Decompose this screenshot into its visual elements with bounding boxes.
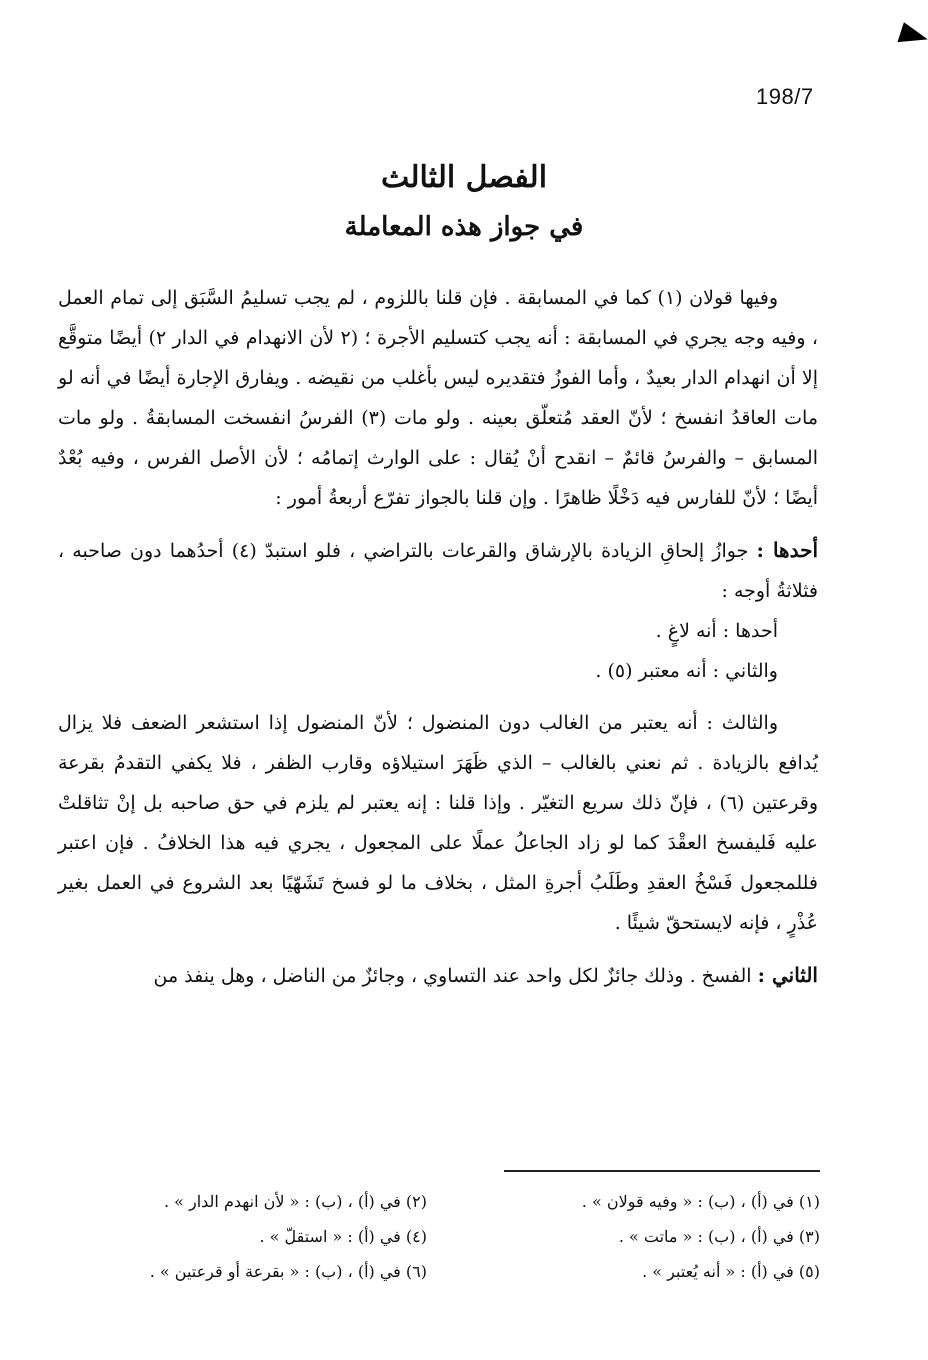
paragraph-text: الفسخ . وذلك جائزٌ لكل واحد عند التساوي ، وجائزٌ من الناضل ، وهل ينفذ من <box>153 965 752 987</box>
paragraph-second-matter <box>58 955 818 996</box>
paragraph-lead: الثاني : <box>757 963 818 987</box>
paragraph-text: والثاني : أنه معتبر (٥) . <box>595 660 778 682</box>
paragraph-first-matter <box>58 530 818 611</box>
paragraph-option-two <box>58 651 818 691</box>
paragraph-option-one <box>58 611 818 651</box>
page-corner-mark <box>897 22 928 51</box>
paragraph-text: والثالث : أنه يعتبر من الغالب دون المنضول ؛ لأنّ المنضول إذا استشعر الضعف فلا يزال يُدافع بالزيادة . ثم نعني بالغالب – الذي ظَهَرَ استيلاؤه وقارب الظفر ، فلا يكفي التقدمُ بقرعة وقرعتين (٦) ، فإنّ ذلك سريع التغيّر . وإذا قلنا : إنه يعتبر لم يلزم في حق صاحبه بل إنْ تثاقلتْ عليه فَليفسخ العقْدَ كما لو زاد الجاعلُ عملًا على المجعول ، يجري فيه هذا الخلافُ . فإن اعتبر فللمجعول فَسْخُ العقدِ وطَلَبُ أجرةِ المثل ، بخلاف ما لو فسخ تَشَهّيًا بعد الشروع في العمل بغير عُذْرٍ ، فإنه لايستحقّ شيئًا . <box>58 712 818 934</box>
body-text <box>58 278 818 996</box>
paragraph-lead: أحدها : <box>756 538 819 562</box>
paragraph-intro <box>58 278 818 518</box>
paragraph-option-three <box>58 703 818 943</box>
footnote-5: (٥) في (أ) : « أنه يُعتبر » . <box>642 1262 820 1281</box>
footnote-4: (٤) في (أ) : « استقلّ » . <box>259 1227 427 1246</box>
paragraph-text: أحدها : أنه لاغٍ . <box>655 620 778 642</box>
paragraph-text: جوازُ إلحاقِ الزيادة بالإرشاق والقرعات بالتراضي ، فلو استبدّ (٤) أحدُهما دون صاحبه ، فثلاثةُ أوجه : <box>58 540 818 602</box>
chapter-title: الفصل الثالث <box>380 160 548 195</box>
page-number: 198/7 <box>756 84 814 109</box>
footnote-2: (٢) في (أ) ، (ب) : « لأن انهدم الدار » . <box>163 1192 427 1211</box>
paragraph-text: وفيها قولان (١) كما في المسابقة . فإن قلنا باللزوم ، لم يجب تسليمُ السَّبَق إلى تمام العمل ، وفيه وجه يجري في المسابقة : أنه يجب كتسليم الأجرة ؛ (٢ لأن الانهدام في الدار ٢) أيضًا متوقَّع إلا أن انهدام الدار بعيدٌ ، وأما الفوزُ فتقديره ليس بأغلب من نقيضه . ويفارق الإجارة أيضًا في أنه لو مات العاقدُ انفسخ ؛ لأنّ العقد مُتعلّق بعينه . ولو مات (٣) الفرسُ انفسخت المسابقةُ . ولو مات المسابق – والفرسُ قائمٌ – انقدح أنْ يُقال : على الوارث إتمامُه ؛ لأن الأصل الفرس ، وفيه بُعْدٌ أيضًا ؛ لأنّ للفارس فيه دَخْلًا ظاهرًا . وإن قلنا بالجواز تفرّع أربعةُ أمور : <box>58 287 819 509</box>
footnote-6: (٦) في (أ) ، (ب) : « بقرعة أو قرعتين » . <box>149 1262 427 1281</box>
footnotes <box>58 1192 820 1281</box>
footnote-separator <box>504 1170 820 1172</box>
footnote-1: (١) في (أ) ، (ب) : « وفيه قولان » . <box>581 1192 820 1211</box>
chapter-subtitle: في جواز هذه المعاملة <box>344 212 584 242</box>
footnote-3: (٣) في (أ) ، (ب) : « ماتت » . <box>618 1227 820 1246</box>
